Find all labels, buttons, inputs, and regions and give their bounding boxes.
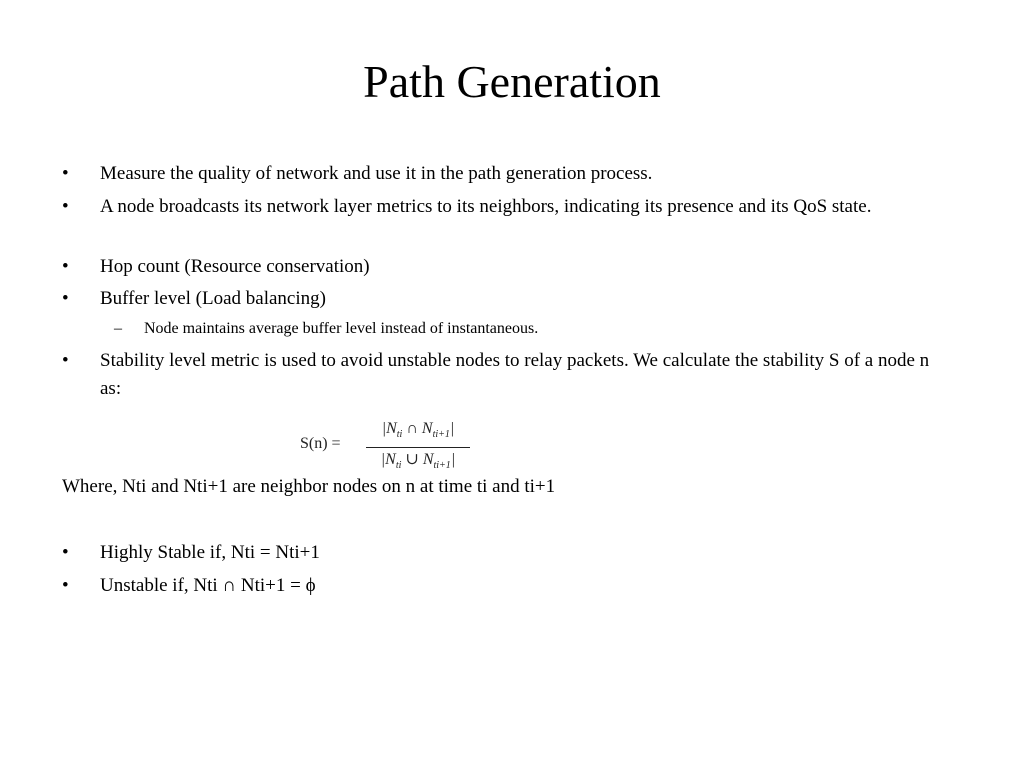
formula-denominator: $|N_{ti}$ ∪ $N_{ti+1}|$: [380, 451, 456, 472]
dash-marker: –: [114, 320, 122, 337]
condition-text: Highly Stable if, Nti = Nti+1: [100, 542, 320, 563]
sub-bullet-text: Node maintains average buffer level instead of instantaneous.: [144, 320, 539, 337]
formula-numerator: $|N_{ti}$ ∩ $N_{ti+1}|$: [381, 420, 455, 441]
fraction-bar: [366, 447, 470, 448]
condition-text: Unstable if, Nti ∩ Nti+1 = ϕ: [100, 575, 316, 596]
bullet-text: A node broadcasts its network layer metrics to its neighbors, indicating its presence and its QoS state.: [100, 196, 872, 217]
formula-lhs: S(n) =: [300, 435, 341, 452]
bullet-marker: •: [62, 196, 69, 217]
condition-item: [62, 539, 942, 567]
slide-title: Path Generation: [363, 56, 661, 107]
bullet-marker: •: [62, 350, 69, 371]
bullet-item: [62, 285, 942, 313]
formula-fraction: [366, 418, 470, 477]
bullet-marker: •: [62, 575, 69, 596]
sub-bullet-item: [114, 318, 934, 340]
bullet-item: [62, 193, 942, 221]
bullet-text: Measure the quality of network and use it in the path generation process.: [100, 163, 653, 184]
bullet-text: Stability level metric is used to avoid unstable nodes to relay packets. We calculate the stability S of a node n as:: [100, 350, 930, 399]
bullet-text: Hop count (Resource conservation): [100, 256, 370, 277]
bullet-marker: •: [62, 163, 69, 184]
where-text: Where, Nti and Nti+1 are neighbor nodes on n at time ti and ti+1: [62, 476, 556, 497]
bullet-text: Buffer level (Load balancing): [100, 288, 326, 309]
bullet-item: [62, 160, 942, 188]
bullet-marker: •: [62, 288, 69, 309]
bullet-item: [62, 253, 942, 281]
condition-item: [62, 572, 942, 600]
bullet-marker: •: [62, 256, 69, 277]
bullet-marker: •: [62, 542, 69, 563]
bullet-item: [62, 347, 942, 403]
